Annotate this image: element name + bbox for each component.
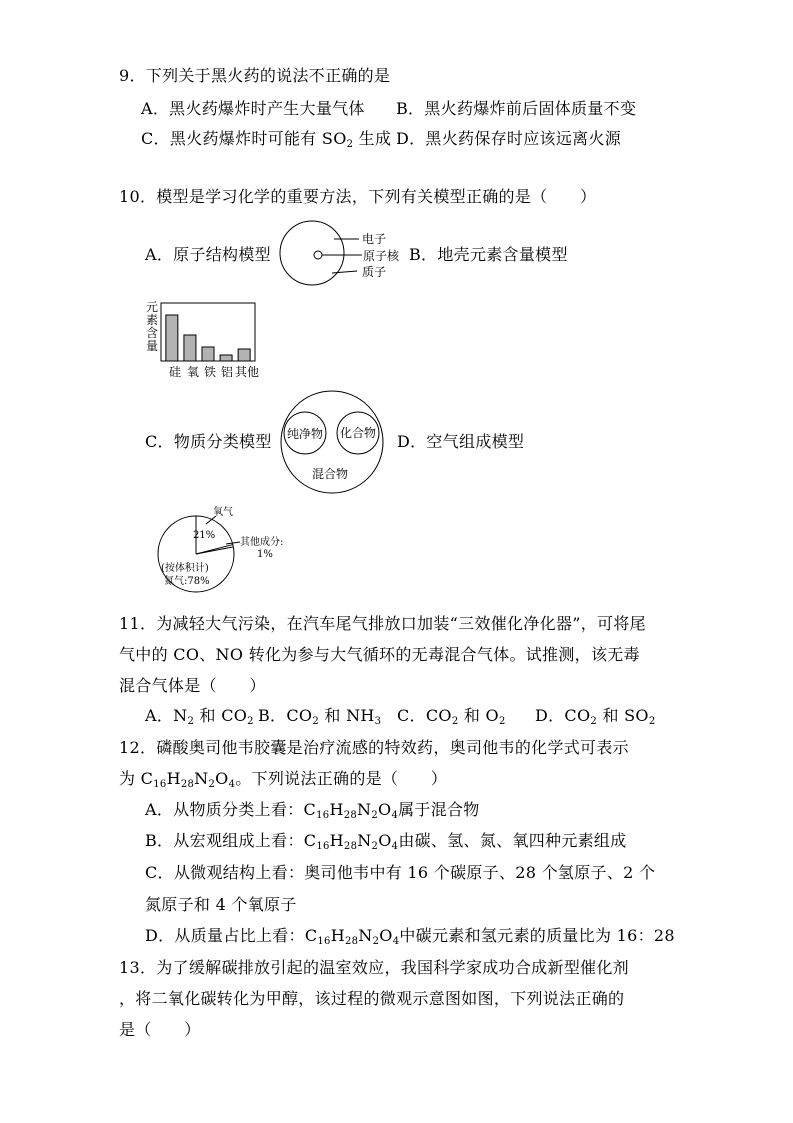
atom-label-proton: 质子 [362, 265, 387, 279]
pie-label-oxygen: 氧气 [213, 507, 233, 518]
crust-bar-铝 [220, 355, 232, 361]
q11-option-d: D．$CO_2$ 和 $SO_2$ [535, 706, 656, 727]
q9-option-d: D．黑火药保存时应该远离火源 [396, 129, 622, 148]
pie-label-oxygen-pct: 21% [193, 530, 216, 541]
crust-bar-氧 [184, 335, 196, 361]
q9-option-a: A．黑火药爆炸时产生大量气体 [141, 99, 365, 118]
label-pure-substance: 纯净物 [287, 427, 324, 441]
q9-stem: 9．下列关于黑火药的说法不正确的是 [119, 66, 391, 85]
q10-option-b: B．地壳元素含量模型 [409, 245, 568, 264]
pie-label-other: 其他成分: [240, 537, 284, 548]
atom-label-electron: 电子 [362, 232, 387, 246]
q12-option-a: A．从物质分类上看：$C_{16}H_{28}N_2O_4$属于混合物 [145, 800, 480, 821]
atom-outer-circle [280, 221, 344, 285]
q13-stem-line1: 13．为了缓解碳排放引起的温室效应，我国科学家成功合成新型催化剂 [119, 958, 629, 977]
pie-label-other-pct: 1% [257, 549, 273, 560]
crust-tick-o: 氧 [187, 365, 200, 379]
ylabel-char: 含 [146, 326, 159, 340]
crust-bar-硅 [166, 315, 178, 361]
label-compound: 化合物 [340, 426, 377, 440]
q13-stem-line3: 是（ ） [119, 1020, 201, 1039]
ylabel-char: 素 [146, 313, 159, 327]
crust-chart-ylabel [146, 301, 158, 353]
ylabel-char: 元 [146, 300, 159, 314]
nucleus-circle [314, 251, 322, 259]
q13-stem-line2: ，将二氧化碳转化为甲醇，该过程的微观示意图如图，下列说法正确的 [119, 989, 625, 1008]
q11-option-b: B．$CO_2$ 和 $NH_3$ [258, 706, 382, 727]
crust-element-chart [160, 302, 258, 364]
atom-label-nucleus: 原子核 [363, 249, 400, 263]
q12-option-d: D．从质量占比上看：$C_{16}H_{28}N_2O_4$中碳元素和氢元素的质量比为 16：28 [145, 926, 675, 947]
q11-stem-line2: 气中的 CO、NO 转化为参与大气循环的无毒混合气体。试推测，该无毒 [119, 645, 640, 664]
ylabel-char: 量 [146, 339, 159, 353]
q11-stem-line1: 11．为减轻大气污染，在汽车尾气排放口加装“三效催化净化器”，可将尾 [119, 614, 646, 633]
q9-option-c: C．黑火药爆炸时可能有 $SO_2$ 生成 [141, 129, 392, 150]
crust-tick-fe: 铁 [204, 365, 217, 379]
q12-stem-line1: 12．磷酸奥司他韦胶囊是治疗流感的特效药，奥司他韦的化学式可表示 [119, 738, 629, 757]
q10-option-d: D．空气组成模型 [397, 432, 525, 451]
pie-label-basis: (按体积计) [161, 563, 209, 574]
q12-option-c-line2: 氮原子和 4 个氧原子 [145, 895, 297, 914]
pie-label-nitrogen: 氮气:78% [164, 576, 210, 587]
q10-stem: 10．模型是学习化学的重要方法，下列有关模型正确的是（ ） [119, 187, 597, 206]
crust-bar-铁 [202, 347, 214, 361]
crust-tick-si: 硅 [169, 365, 182, 379]
q10-option-c: C．物质分类模型 [145, 432, 272, 451]
crust-tick-al: 铝 [221, 365, 234, 379]
q12-option-b: B．从宏观组成上看：$C_{16}H_{28}N_2O_4$由碳、氢、氮、氧四种元素组成 [145, 831, 627, 852]
q12-stem-line2: 为 $C_{16}H_{28}N_2O_4$。下列说法正确的是（ ） [119, 769, 448, 790]
q12-option-c-line1: C．从微观结构上看：奥司他韦中有 16 个碳原子、28 个氢原子、2 个 [145, 863, 656, 882]
label-mixture: 混合物 [312, 467, 349, 481]
q11-option-a: A．$N_2$ 和 $CO_2$ [145, 706, 254, 727]
q11-option-c: C．$CO_2$ 和 $O_2$ [397, 706, 506, 727]
crust-bar-其他 [238, 349, 250, 361]
q10-option-a: A．原子结构模型 [145, 245, 271, 264]
q9-option-b: B．黑火药爆炸前后固体质量不变 [396, 99, 637, 118]
q11-stem-line3: 混合气体是（ ） [119, 676, 266, 695]
crust-tick-other: 其他 [235, 365, 260, 379]
